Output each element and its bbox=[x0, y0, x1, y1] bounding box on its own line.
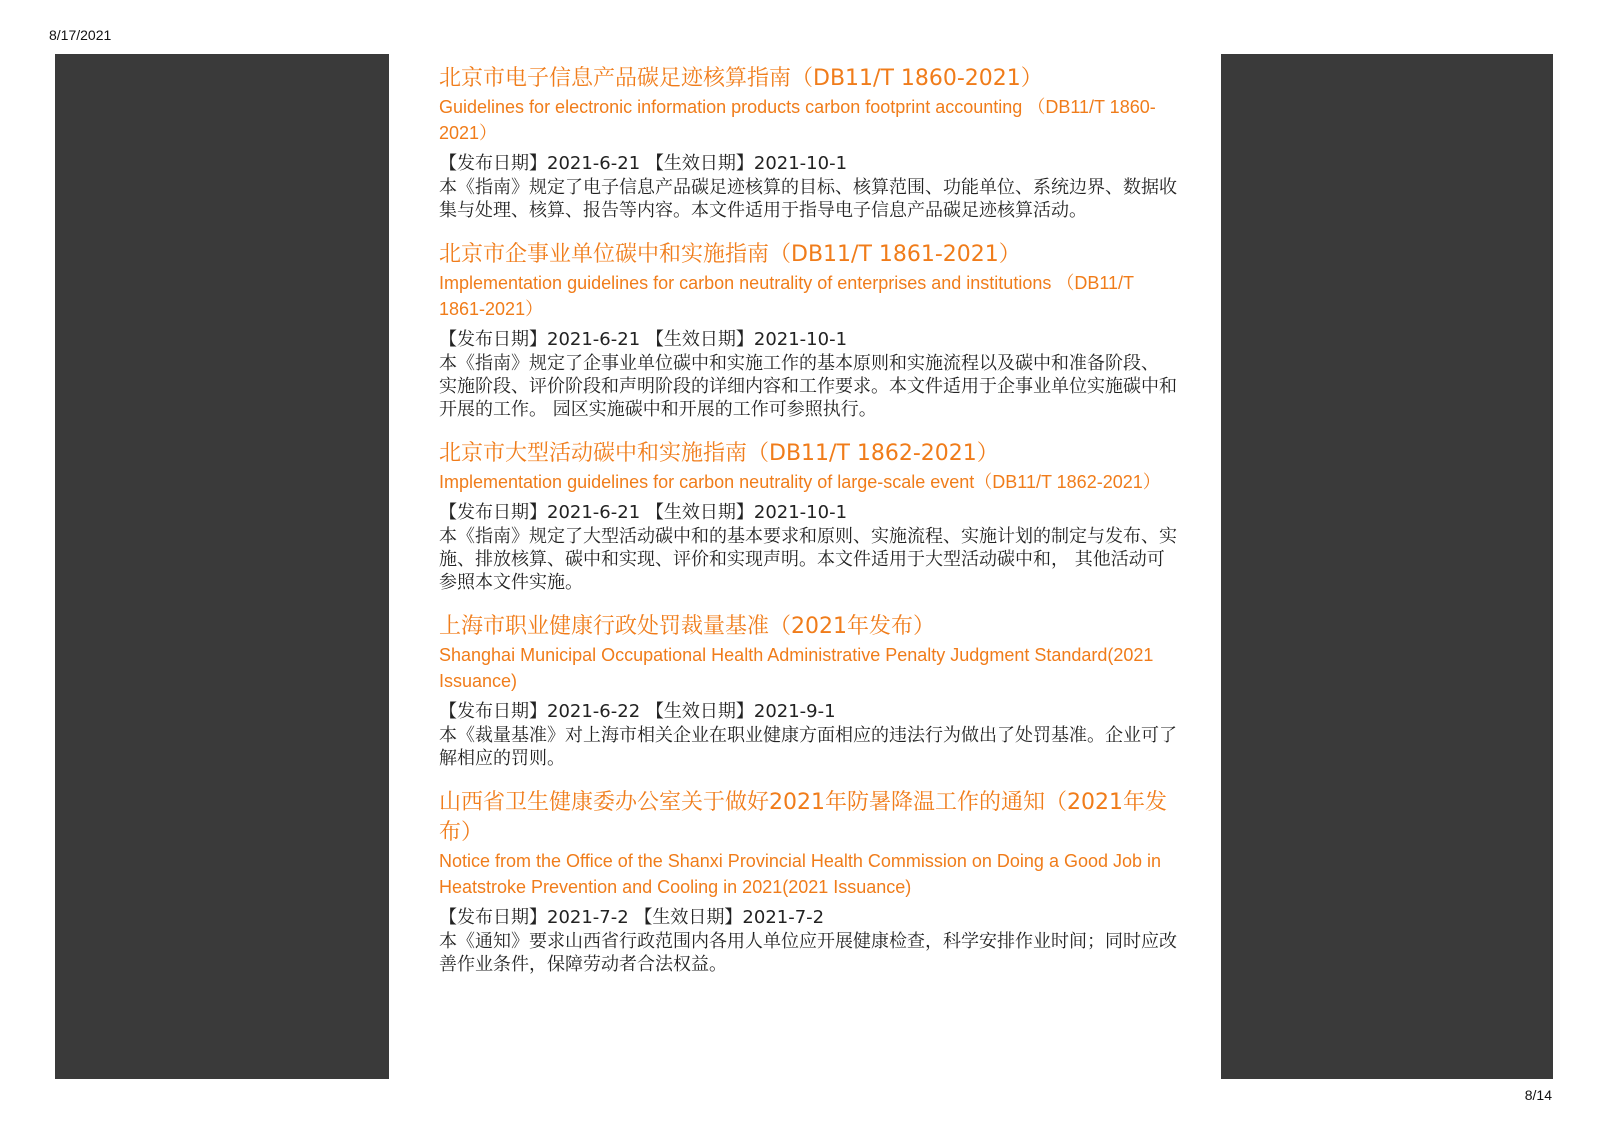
entry-title-cn: 北京市电子信息产品碳足迹核算指南（DB11/T 1860-2021） bbox=[439, 66, 1043, 91]
entry-title-cn: 山西省卫生健康委办公室关于做好2021年防暑降温工作的通知（2021年发布） bbox=[439, 790, 1167, 845]
entry-description: 本《通知》要求山西省行政范围内各用人单位应开展健康检查，科学安排作业时间；同时应改善作业条件，保障劳动者合法权益。 bbox=[439, 931, 1177, 975]
entry-description: 本《裁量基准》对上海市相关企业在职业健康方面相应的违法行为做出了处罚基准。企业可了解相应的罚则。 bbox=[439, 725, 1177, 769]
entry-title-en: Implementation guidelines for carbon neutrality of enterprises and institutions （DB11/T 1861-2021） bbox=[439, 273, 1134, 319]
entry-description: 本《指南》规定了企事业单位碳中和实施工作的基本原则和实施流程以及碳中和准备阶段、 实施阶段、评价阶段和声明阶段的详细内容和工作要求。本文件适用于企事业单位实施碳中和开展的工作。 园区实施碳中和开展的工作可参照执行。 bbox=[439, 353, 1177, 420]
entry-dates: 【发布日期】2021-6-22 【生效日期】2021-9-1 bbox=[439, 701, 836, 722]
regulation-entry bbox=[439, 788, 1179, 976]
page-number: 8/14 bbox=[1524, 1087, 1552, 1103]
entry-title-en: Notice from the Office of the Shanxi Provincial Health Commission on Doing a Good Job in Heatstroke Prevention and Cooling in 2021(2021 Issuance) bbox=[439, 851, 1162, 897]
entry-dates: 【发布日期】2021-6-21 【生效日期】2021-10-1 bbox=[439, 502, 848, 523]
entry-dates: 【发布日期】2021-6-21 【生效日期】2021-10-1 bbox=[439, 153, 848, 174]
regulation-entry bbox=[439, 612, 1179, 770]
entry-description: 本《指南》规定了电子信息产品碳足迹核算的目标、核算范围、功能单位、系统边界、数据收集与处理、核算、报告等内容。本文件适用于指导电子信息产品碳足迹核算活动。 bbox=[439, 177, 1177, 221]
entry-title-cn: 上海市职业健康行政处罚裁量基准（2021年发布） bbox=[439, 614, 935, 639]
entry-title-en: Guidelines for electronic information products carbon footprint accounting （DB11/T 1860-2021） bbox=[439, 97, 1156, 143]
print-date: 8/17/2021 bbox=[49, 27, 112, 43]
entry-description: 本《指南》规定了大型活动碳中和的基本要求和原则、实施流程、实施计划的制定与发布、实施、排放核算、碳中和实现、评价和实现声明。本文件适用于大型活动碳中和， 其他活动可参照本文件实施。 bbox=[439, 526, 1177, 593]
entry-dates: 【发布日期】2021-7-2 【生效日期】2021-7-2 bbox=[439, 907, 825, 928]
document-content bbox=[389, 54, 1221, 1079]
regulation-entry bbox=[439, 64, 1179, 222]
entry-title-en: Implementation guidelines for carbon neutrality of large-scale event（DB11/T 1862-2021） bbox=[439, 472, 1161, 492]
entry-dates: 【发布日期】2021-6-21 【生效日期】2021-10-1 bbox=[439, 329, 848, 350]
regulation-list bbox=[439, 64, 1179, 994]
entry-title-cn: 北京市企事业单位碳中和实施指南（DB11/T 1861-2021） bbox=[439, 242, 1021, 267]
entry-title-en: Shanghai Municipal Occupational Health Administrative Penalty Judgment Standard(2021 Issuance) bbox=[439, 645, 1154, 691]
entry-title-cn: 北京市大型活动碳中和实施指南（DB11/T 1862-2021） bbox=[439, 441, 999, 466]
regulation-entry bbox=[439, 439, 1179, 594]
regulation-entry bbox=[439, 240, 1179, 421]
